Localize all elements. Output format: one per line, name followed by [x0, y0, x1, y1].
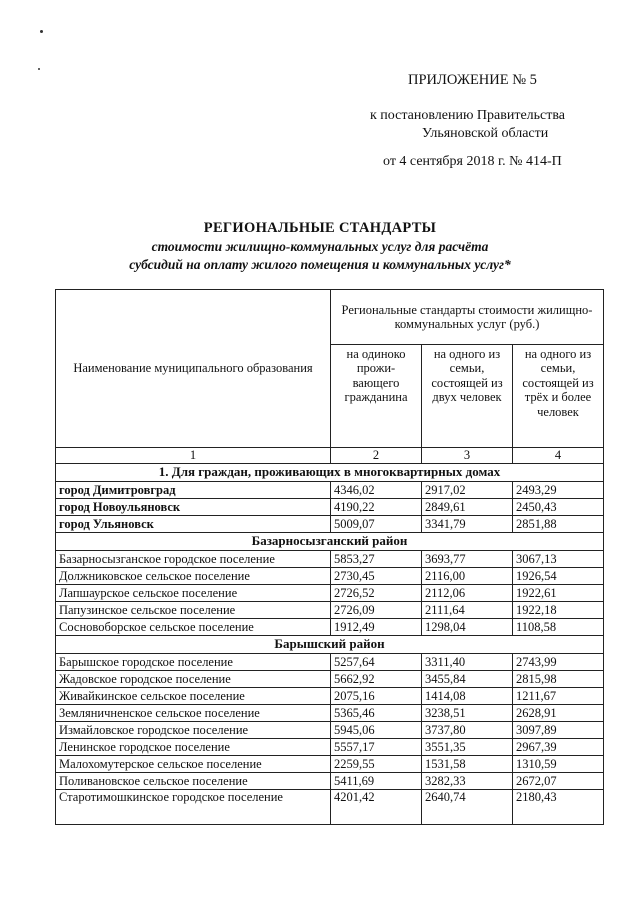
municipality-name: город Ульяновск [56, 516, 331, 533]
value-three-plus: 2851,88 [513, 516, 604, 533]
value-three-plus: 2815,98 [513, 671, 604, 688]
municipality-name: Папузинское сельское поселение [56, 602, 331, 619]
decree-line-2: Ульяновской области [422, 126, 549, 141]
value-two-person: 3455,84 [422, 671, 513, 688]
value-three-plus: 2180,43 [513, 790, 604, 825]
value-single: 2259,55 [331, 756, 422, 773]
municipality-name: город Димитровград [56, 482, 331, 499]
column-number: 4 [513, 448, 604, 464]
section-title: Базарносызганский район [56, 533, 604, 551]
table-row [56, 602, 604, 619]
value-single: 5365,46 [331, 705, 422, 722]
value-two-person: 1298,04 [422, 619, 513, 636]
value-two-person: 3341,79 [422, 516, 513, 533]
table-row [56, 773, 604, 790]
decree-line-1: к постановлению Правительства [370, 108, 566, 123]
municipality-name: Лапшаурское сельское поселение [56, 585, 331, 602]
municipality-name: Должниковское сельское поселение [56, 568, 331, 585]
column-number-row [56, 448, 604, 464]
table-row [56, 671, 604, 688]
table-row [56, 722, 604, 739]
value-single: 4346,02 [331, 482, 422, 499]
value-three-plus: 1922,18 [513, 602, 604, 619]
scan-mark [38, 68, 40, 70]
value-single: 2726,52 [331, 585, 422, 602]
value-two-person: 3238,51 [422, 705, 513, 722]
municipality-name: Базарносызганское городское поселение [56, 551, 331, 568]
value-three-plus: 1922,61 [513, 585, 604, 602]
value-two-person: 2640,74 [422, 790, 513, 825]
column-header-three-plus: на одного из семьи, состоящей из трёх и более человек [513, 345, 604, 448]
value-single: 5662,92 [331, 671, 422, 688]
value-three-plus: 3097,89 [513, 722, 604, 739]
scan-mark [40, 30, 43, 33]
value-two-person: 2112,06 [422, 585, 513, 602]
municipality-name: Сосновоборское сельское поселение [56, 619, 331, 636]
value-two-person: 2917,02 [422, 482, 513, 499]
table-row [56, 551, 604, 568]
value-single: 1912,49 [331, 619, 422, 636]
value-single: 5411,69 [331, 773, 422, 790]
decree-date: от 4 сентября 2018 г. № 414-П [383, 154, 562, 169]
municipality-name: Малохомутерское сельское поселение [56, 756, 331, 773]
column-number: 2 [331, 448, 422, 464]
table-row [56, 739, 604, 756]
value-single: 2075,16 [331, 688, 422, 705]
document-subtitle-line-2: субсидий на оплату жилого помещения и коммунальных услуг* [129, 257, 511, 272]
value-single: 5257,64 [331, 654, 422, 671]
municipality-name: Живайкинское сельское поселение [56, 688, 331, 705]
table-row [56, 585, 604, 602]
table-row [56, 499, 604, 516]
document-subtitle-line-1: стоимости жилищно-коммунальных услуг для расчёта [151, 239, 489, 254]
value-two-person: 3693,77 [422, 551, 513, 568]
municipality-name: Земляничненское сельское поселение [56, 705, 331, 722]
municipality-name: Ленинское городское поселение [56, 739, 331, 756]
table-header-row [56, 290, 604, 345]
table-row [56, 688, 604, 705]
value-three-plus: 1926,54 [513, 568, 604, 585]
section-header-row [56, 533, 604, 551]
municipality-name: Жадовское городское поселение [56, 671, 331, 688]
value-single: 5557,17 [331, 739, 422, 756]
municipality-name: город Новоульяновск [56, 499, 331, 516]
table-row [56, 516, 604, 533]
table-row [56, 654, 604, 671]
column-number: 1 [56, 448, 331, 464]
table-row [56, 756, 604, 773]
value-single: 5945,06 [331, 722, 422, 739]
value-three-plus: 2967,39 [513, 739, 604, 756]
value-single: 5009,07 [331, 516, 422, 533]
value-two-person: 3282,33 [422, 773, 513, 790]
value-two-person: 2116,00 [422, 568, 513, 585]
standards-table [55, 289, 604, 825]
section-header-row [56, 464, 604, 482]
value-two-person: 2111,64 [422, 602, 513, 619]
value-three-plus: 2628,91 [513, 705, 604, 722]
value-three-plus: 1108,58 [513, 619, 604, 636]
column-header-name: Наименование муниципального образования [56, 290, 331, 448]
table-row [56, 619, 604, 636]
section-title: 1. Для граждан, проживающих в многоквартирных домах [56, 464, 604, 482]
value-three-plus: 3067,13 [513, 551, 604, 568]
value-three-plus: 1211,67 [513, 688, 604, 705]
section-title: Барышский район [56, 636, 604, 654]
table-row [56, 705, 604, 722]
value-two-person: 2849,61 [422, 499, 513, 516]
appendix-label: ПРИЛОЖЕНИЕ № 5 [408, 72, 537, 88]
value-single: 2730,45 [331, 568, 422, 585]
municipality-name: Старотимошкинское городское поселение [56, 790, 331, 825]
value-three-plus: 2450,43 [513, 499, 604, 516]
column-header-group: Региональные стандарты стоимости жилищно-коммунальных услуг (руб.) [331, 290, 604, 345]
table-row [56, 568, 604, 585]
value-single: 5853,27 [331, 551, 422, 568]
column-header-two-person: на одного из семьи, состоящей из двух человек [422, 345, 513, 448]
value-three-plus: 2743,99 [513, 654, 604, 671]
document-title: РЕГИОНАЛЬНЫЕ СТАНДАРТЫ [203, 220, 437, 236]
value-three-plus: 1310,59 [513, 756, 604, 773]
table-row [56, 482, 604, 499]
municipality-name: Измайловское городское поселение [56, 722, 331, 739]
value-two-person: 3737,80 [422, 722, 513, 739]
value-three-plus: 2493,29 [513, 482, 604, 499]
municipality-name: Барышское городское поселение [56, 654, 331, 671]
table-body [56, 290, 604, 825]
value-single: 4190,22 [331, 499, 422, 516]
column-header-single: на одиноко прожи-вающего гражданина [331, 345, 422, 448]
municipality-name: Поливановское сельское поселение [56, 773, 331, 790]
value-single: 2726,09 [331, 602, 422, 619]
column-number: 3 [422, 448, 513, 464]
value-two-person: 1414,08 [422, 688, 513, 705]
value-single: 4201,42 [331, 790, 422, 825]
value-two-person: 1531,58 [422, 756, 513, 773]
value-three-plus: 2672,07 [513, 773, 604, 790]
section-header-row [56, 636, 604, 654]
table-row [56, 790, 604, 825]
value-two-person: 3551,35 [422, 739, 513, 756]
value-two-person: 3311,40 [422, 654, 513, 671]
